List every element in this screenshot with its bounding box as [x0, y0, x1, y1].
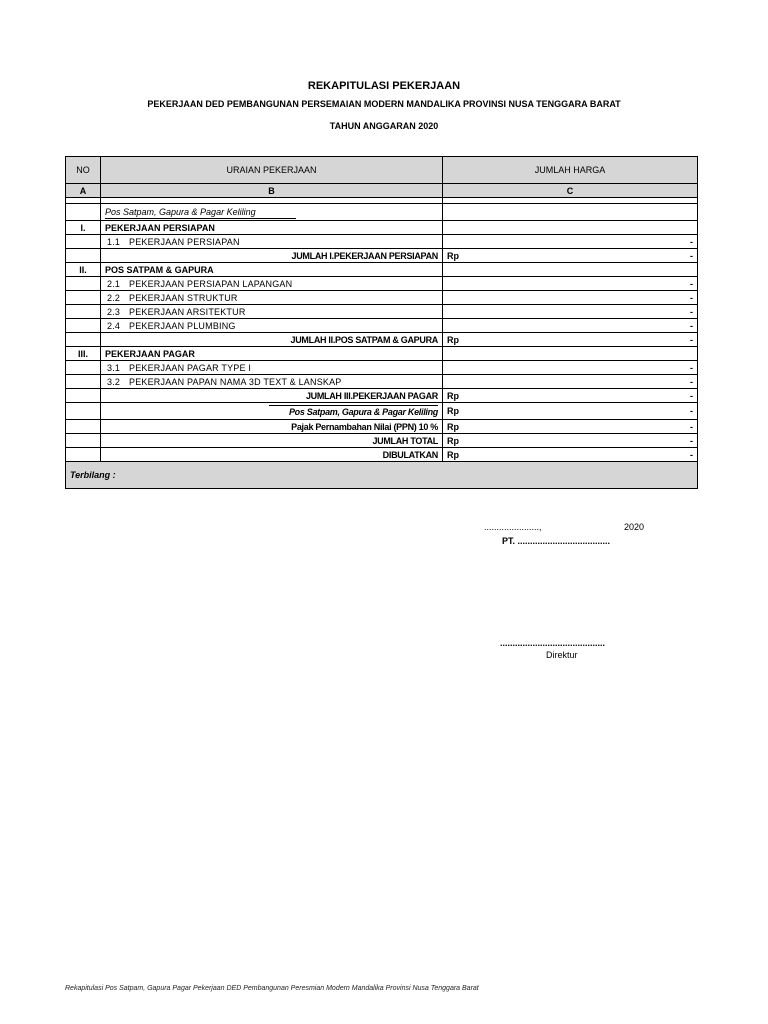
item-value: -: [690, 320, 693, 331]
item-cell: [101, 361, 443, 375]
item-cell: [101, 277, 443, 291]
item-no-cell: [66, 305, 101, 319]
group-sum-currency: Rp: [447, 250, 459, 261]
signature-year: 2020: [624, 522, 645, 532]
total-no-cell: [66, 434, 101, 448]
item-cell: [101, 319, 443, 333]
sum-no-cell: [66, 249, 101, 263]
sum-no-cell: [66, 333, 101, 347]
item-cell: [101, 291, 443, 305]
col-header-no: NO: [66, 157, 101, 184]
table-key-row: [66, 184, 698, 198]
group-number: I.: [66, 221, 101, 235]
subtotal-label-cell: [101, 403, 443, 420]
total-row: [66, 434, 698, 448]
col-header-jumlah: JUMLAH HARGA: [443, 157, 698, 184]
sum-no-cell: [66, 389, 101, 403]
item-no-cell: [66, 361, 101, 375]
document-year: TAHUN ANGGARAN 2020: [329, 121, 439, 131]
group-sum-row: [66, 249, 698, 263]
recap-table-body: [66, 157, 698, 489]
ppn-row: [66, 420, 698, 434]
group-empty-cell: [443, 221, 698, 235]
item-value: -: [690, 306, 693, 317]
group-sum-row: [66, 389, 698, 403]
item-number: 2.3: [107, 306, 121, 317]
item-amount-cell: [443, 291, 698, 305]
rounded-amount-cell: [443, 448, 698, 462]
item-value: -: [690, 362, 693, 373]
item-cell: [101, 375, 443, 389]
total-currency: Rp: [447, 435, 459, 446]
col-key-a: A: [66, 184, 101, 198]
group-empty-cell: [443, 263, 698, 277]
subtotal-label: Pos Satpam, Gapura & Pagar Keliling: [269, 405, 438, 418]
ppn-no-cell: [66, 420, 101, 434]
group-title: PEKERJAAN PERSIAPAN: [101, 221, 443, 235]
ppn-amount-cell: [443, 420, 698, 434]
item-number: 2.4: [107, 320, 121, 331]
section-title-row: [66, 204, 698, 221]
table-header-row: [66, 157, 698, 184]
page-footer: Rekapitulasi Pos Satpam, Gapura Pagar Pekerjaan DED Pembangunan Peresmian Modern Mandalika Provinsi Nusa Tenggara Barat: [65, 985, 479, 992]
item-value: -: [690, 278, 693, 289]
group-sum-amount-cell: [443, 249, 698, 263]
item-label: PEKERJAAN PLUMBING: [129, 320, 236, 331]
total-amount-cell: [443, 434, 698, 448]
section-title: Pos Satpam, Gapura & Pagar Keliling: [105, 206, 296, 219]
table-row: [66, 319, 698, 333]
item-label: PEKERJAAN ARSITEKTUR: [129, 306, 246, 317]
item-value: -: [690, 292, 693, 303]
subtotal-amount-cell: [443, 403, 698, 420]
group-title: POS SATPAM & GAPURA: [101, 263, 443, 277]
item-no-cell: [66, 375, 101, 389]
signature-company: PT. .....................................: [502, 536, 611, 546]
document-title: REKAPITULASI PEKERJAAN: [307, 80, 461, 92]
signature-date-dots: ......................,: [484, 522, 542, 532]
group-sum-value: -: [690, 334, 693, 345]
group-sum-label: JUMLAH II.POS SATPAM & GAPURA: [101, 333, 443, 347]
rounded-row: [66, 448, 698, 462]
group-sum-row: [66, 333, 698, 347]
group-sum-value: -: [690, 250, 693, 261]
group-sum-currency: Rp: [447, 334, 459, 345]
item-amount-cell: [443, 361, 698, 375]
group-sum-amount-cell: [443, 333, 698, 347]
table-row: [66, 375, 698, 389]
document-subtitle: PEKERJAAN DED PEMBANGUNAN PERSEMAIAN MODERN MANDALIKA PROVINSI NUSA TENGGARA BARAT: [147, 99, 621, 109]
item-value: -: [690, 236, 693, 247]
item-amount-cell: [443, 305, 698, 319]
item-no-cell: [66, 277, 101, 291]
item-amount-cell: [443, 319, 698, 333]
table-row: [66, 235, 698, 249]
group-empty-cell: [443, 347, 698, 361]
recap-table: [65, 156, 698, 489]
terbilang-row: [66, 462, 698, 489]
group-sum-label: JUMLAH III.PEKERJAAN PAGAR: [101, 389, 443, 403]
col-key-c: C: [443, 184, 698, 198]
ppn-value: -: [690, 421, 693, 432]
rounded-currency: Rp: [447, 449, 459, 460]
item-amount-cell: [443, 235, 698, 249]
group-row: [66, 221, 698, 235]
rounded-value: -: [690, 449, 693, 460]
item-number: 3.1: [107, 362, 121, 373]
ppn-label: Pajak Pernambahan Nilai (PPN) 10 %: [101, 420, 443, 434]
table-row: [66, 291, 698, 305]
item-number: 1.1: [107, 236, 121, 247]
group-title: PEKERJAAN PAGAR: [101, 347, 443, 361]
total-value: -: [690, 435, 693, 446]
group-sum-label: JUMLAH I.PEKERJAAN PERSIAPAN: [101, 249, 443, 263]
table-row: [66, 277, 698, 291]
item-label: PEKERJAAN STRUKTUR: [129, 292, 238, 303]
ppn-currency: Rp: [447, 421, 459, 432]
group-sum-amount-cell: [443, 389, 698, 403]
item-cell: [101, 235, 443, 249]
item-no-cell: [66, 319, 101, 333]
rounded-label: DIBULATKAN: [101, 448, 443, 462]
item-no-cell: [66, 235, 101, 249]
table-row: [66, 361, 698, 375]
signature-role: Direktur: [546, 650, 578, 660]
group-sum-currency: Rp: [447, 390, 459, 401]
item-number: 2.2: [107, 292, 121, 303]
table-row: [66, 305, 698, 319]
item-amount-cell: [443, 375, 698, 389]
group-number: II.: [66, 263, 101, 277]
item-label: PEKERJAAN PAPAN NAMA 3D TEXT & LANSKAP: [129, 376, 342, 387]
item-label: PEKERJAAN PERSIAPAN LAPANGAN: [129, 278, 293, 289]
col-key-b: B: [101, 184, 443, 198]
item-amount-cell: [443, 277, 698, 291]
rounded-no-cell: [66, 448, 101, 462]
group-row: [66, 347, 698, 361]
item-label: PEKERJAAN PERSIAPAN: [129, 236, 240, 247]
group-number: III.: [66, 347, 101, 361]
item-label: PEKERJAAN PAGAR TYPE I: [129, 362, 252, 373]
item-no-cell: [66, 291, 101, 305]
subtotal-row: [66, 403, 698, 420]
subtotal-value: -: [690, 406, 693, 416]
subtotal-currency: Rp: [447, 406, 459, 416]
subtotal-no-cell: [66, 403, 101, 420]
item-number: 2.1: [107, 278, 121, 289]
group-row: [66, 263, 698, 277]
item-cell: [101, 305, 443, 319]
item-number: 3.2: [107, 376, 121, 387]
signature-line: ..........................................: [500, 638, 606, 648]
total-label: JUMLAH TOTAL: [101, 434, 443, 448]
group-sum-value: -: [690, 390, 693, 401]
item-value: -: [690, 376, 693, 387]
terbilang-label: Terbilang :: [66, 462, 698, 489]
col-header-uraian: URAIAN PEKERJAAN: [101, 157, 443, 184]
